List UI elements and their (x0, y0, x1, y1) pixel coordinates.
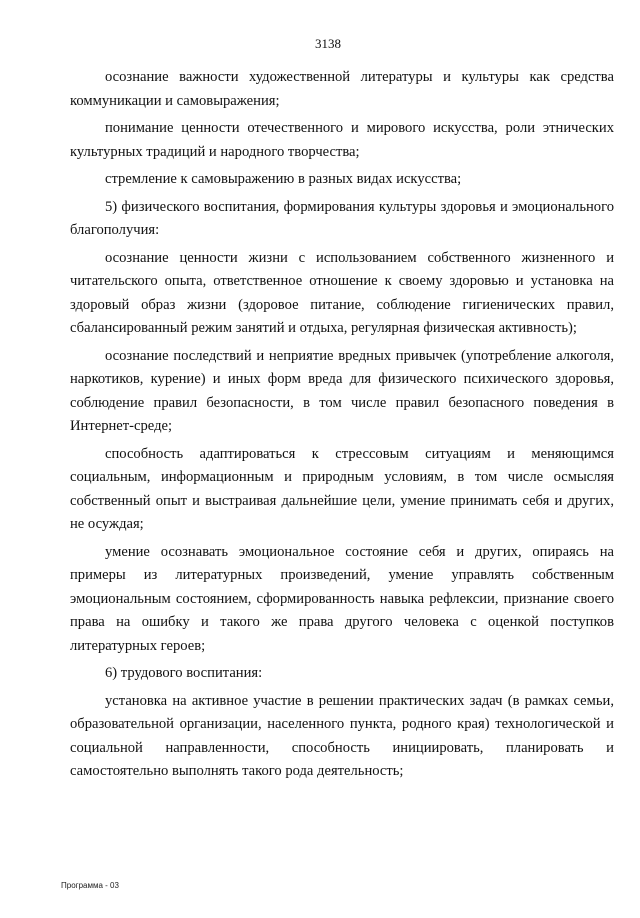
paragraph-emotional-state: умение осознавать эмоциональное состояние себя и других, опираясь на примеры из литературных произведений, умение управлять собственным эмоциональным состоянием, сформированность навыка рефлексии, признание своего права на ошибку и такого же права другого человека с оценкой поступков литературных героев; (70, 543, 614, 654)
paragraph-self-expression: стремление к самовыражению в разных видах искусства; (105, 171, 462, 187)
paragraph-stress-adaptation: способность адаптироваться к стрессовым ситуациям и меняющимся социальным, информационным и природным условиям, в том числе осмысляя собственный опыт и выстраивая дальнейшие цели, умение принимать себя и других, не осуждая; (70, 445, 614, 532)
paragraph-literature-importance: осознание важности художественной литературы и культуры как средства коммуникации и самовыражения; (70, 69, 614, 109)
paragraph-life-value: осознание ценности жизни с использованием собственного жизненного и читательского опыта, ответственное отношение к своему здоровью и установка на здоровый образ жизни (здоровое питание, соблюдение гигиенических правил, сбалансированный режим занятий и отдыха, регулярная физическая активность); (70, 249, 614, 336)
footer-program-label: Программа - 03 (61, 881, 119, 890)
page-number: 3138 (315, 36, 341, 51)
paragraph-physical-education-heading: 5) физического воспитания, формирования культуры здоровья и эмоционального благополучия: (70, 198, 614, 238)
paragraph-art-values: понимание ценности отечественного и мирового искусства, роли этнических культурных традиций и народного творчества; (70, 120, 614, 160)
paragraph-practical-tasks: установка на активное участие в решении практических задач (в рамках семьи, образовательной организации, населенного пункта, родного края) технологической и социальной направленности, способность инициировать, планировать и самостоятельно выполнять такого рода деятельность; (70, 692, 614, 779)
paragraph-bad-habits: осознание последствий и неприятие вредных привычек (употребление алкоголя, наркотиков, курение) и иных форм вреда для физического психического здоровья, соблюдение правил безопасности, в том числе правил безопасного поведения в Интернет-среде; (70, 347, 614, 434)
paragraph-labor-education-heading: 6) трудового воспитания: (105, 665, 263, 681)
document-body (70, 66, 614, 788)
